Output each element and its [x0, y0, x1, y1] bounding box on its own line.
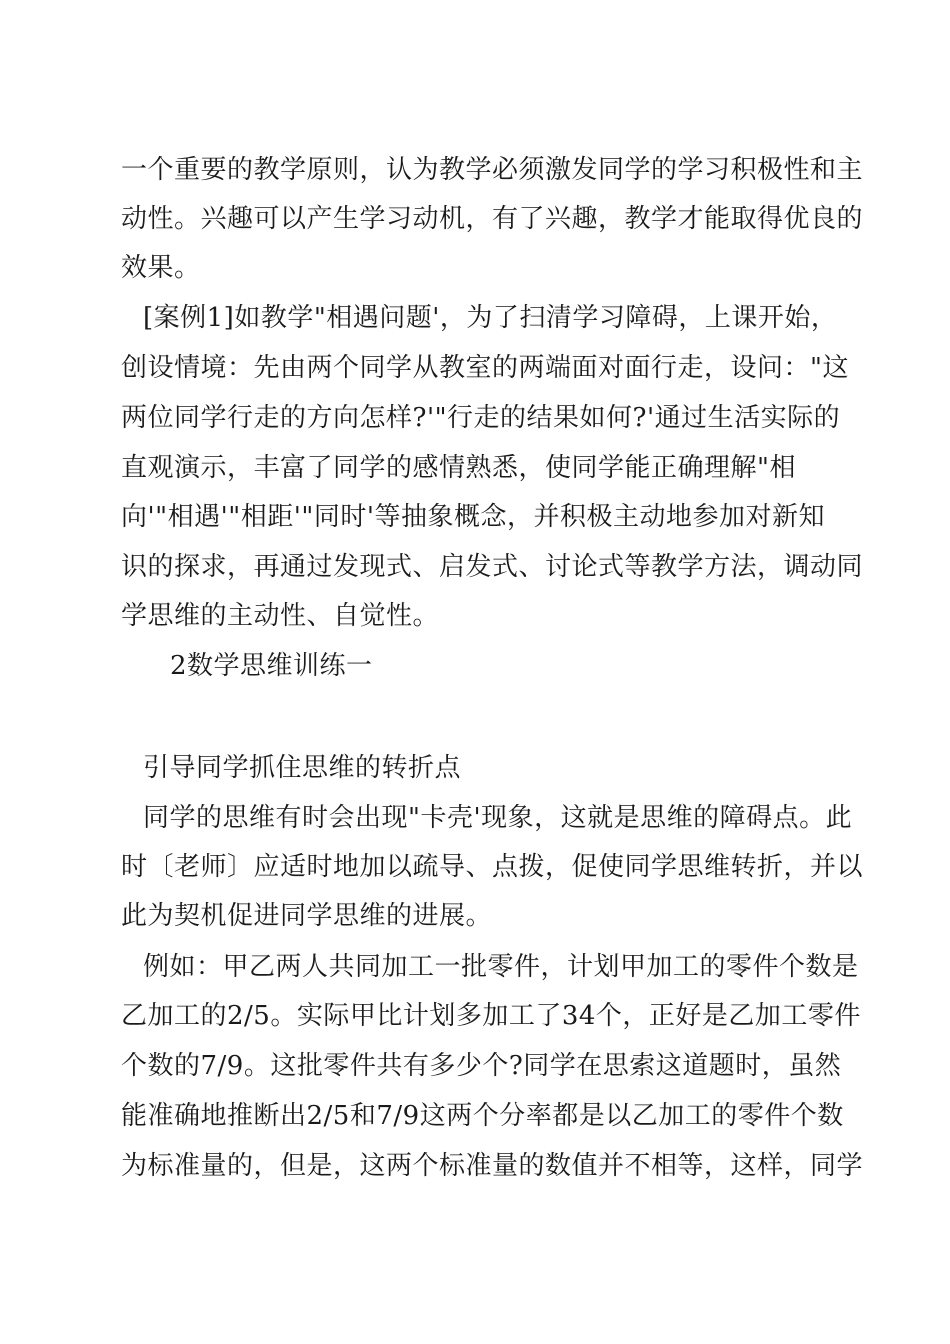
text-line: 直观演示，丰富了同学的感情熟悉，使同学能正确理解"相 [121, 453, 796, 483]
text-line: 同学的思维有时会出现"卡壳'现象，这就是思维的障碍点。此 [143, 803, 853, 833]
text-line: 能准确地推断出2/5和7/9这两个分率都是以乙加工的零件个数 [121, 1101, 844, 1131]
text-line: 向'"相遇'"相距'"同时'等抽象概念，并积极主动地参加对新知 [121, 502, 825, 532]
text-line: 此为契机促进同学思维的进展。 [121, 901, 493, 931]
subheading: 引导同学抓住思维的转折点 [143, 753, 462, 783]
text-line: 乙加工的2/5。实际甲比计划多加工了34个，正好是乙加工零件 [121, 1001, 861, 1031]
text-line: 动性。兴趣可以产生学习动机，有了兴趣，教学才能取得优良的 [121, 204, 864, 234]
section-heading: 2数学思维训练一 [170, 651, 373, 681]
text-line: 识的探求，再通过发现式、启发式、讨论式等教学方法，调动同 [121, 552, 864, 582]
text-line: 一个重要的教学原则，认为教学必须激发同学的学习积极性和主 [121, 155, 864, 185]
text-line: 个数的7/9。这批零件共有多少个?同学在思索这道题时，虽然 [121, 1051, 842, 1081]
text-line: 学思维的主动性、自觉性。 [121, 601, 440, 631]
text-line: 创设情境：先由两个同学从教室的两端面对面行走，设问："这 [121, 353, 849, 383]
text-line: 时〔老师〕应适时地加以疏导、点拨，促使同学思维转折，并以 [121, 852, 864, 882]
text-line: 例如：甲乙两人共同加工一批零件，计划甲加工的零件个数是 [143, 952, 859, 982]
text-line: 两位同学行走的方向怎样?'"行走的结果如何?'通过生活实际的 [121, 403, 841, 433]
text-line: [案例1]如教学"相遇问题'，为了扫清学习障碍，上课开始， [143, 303, 838, 333]
text-line: 效果。 [121, 253, 201, 283]
text-line: 为标准量的，但是，这两个标准量的数值并不相等，这样，同学 [121, 1151, 864, 1181]
